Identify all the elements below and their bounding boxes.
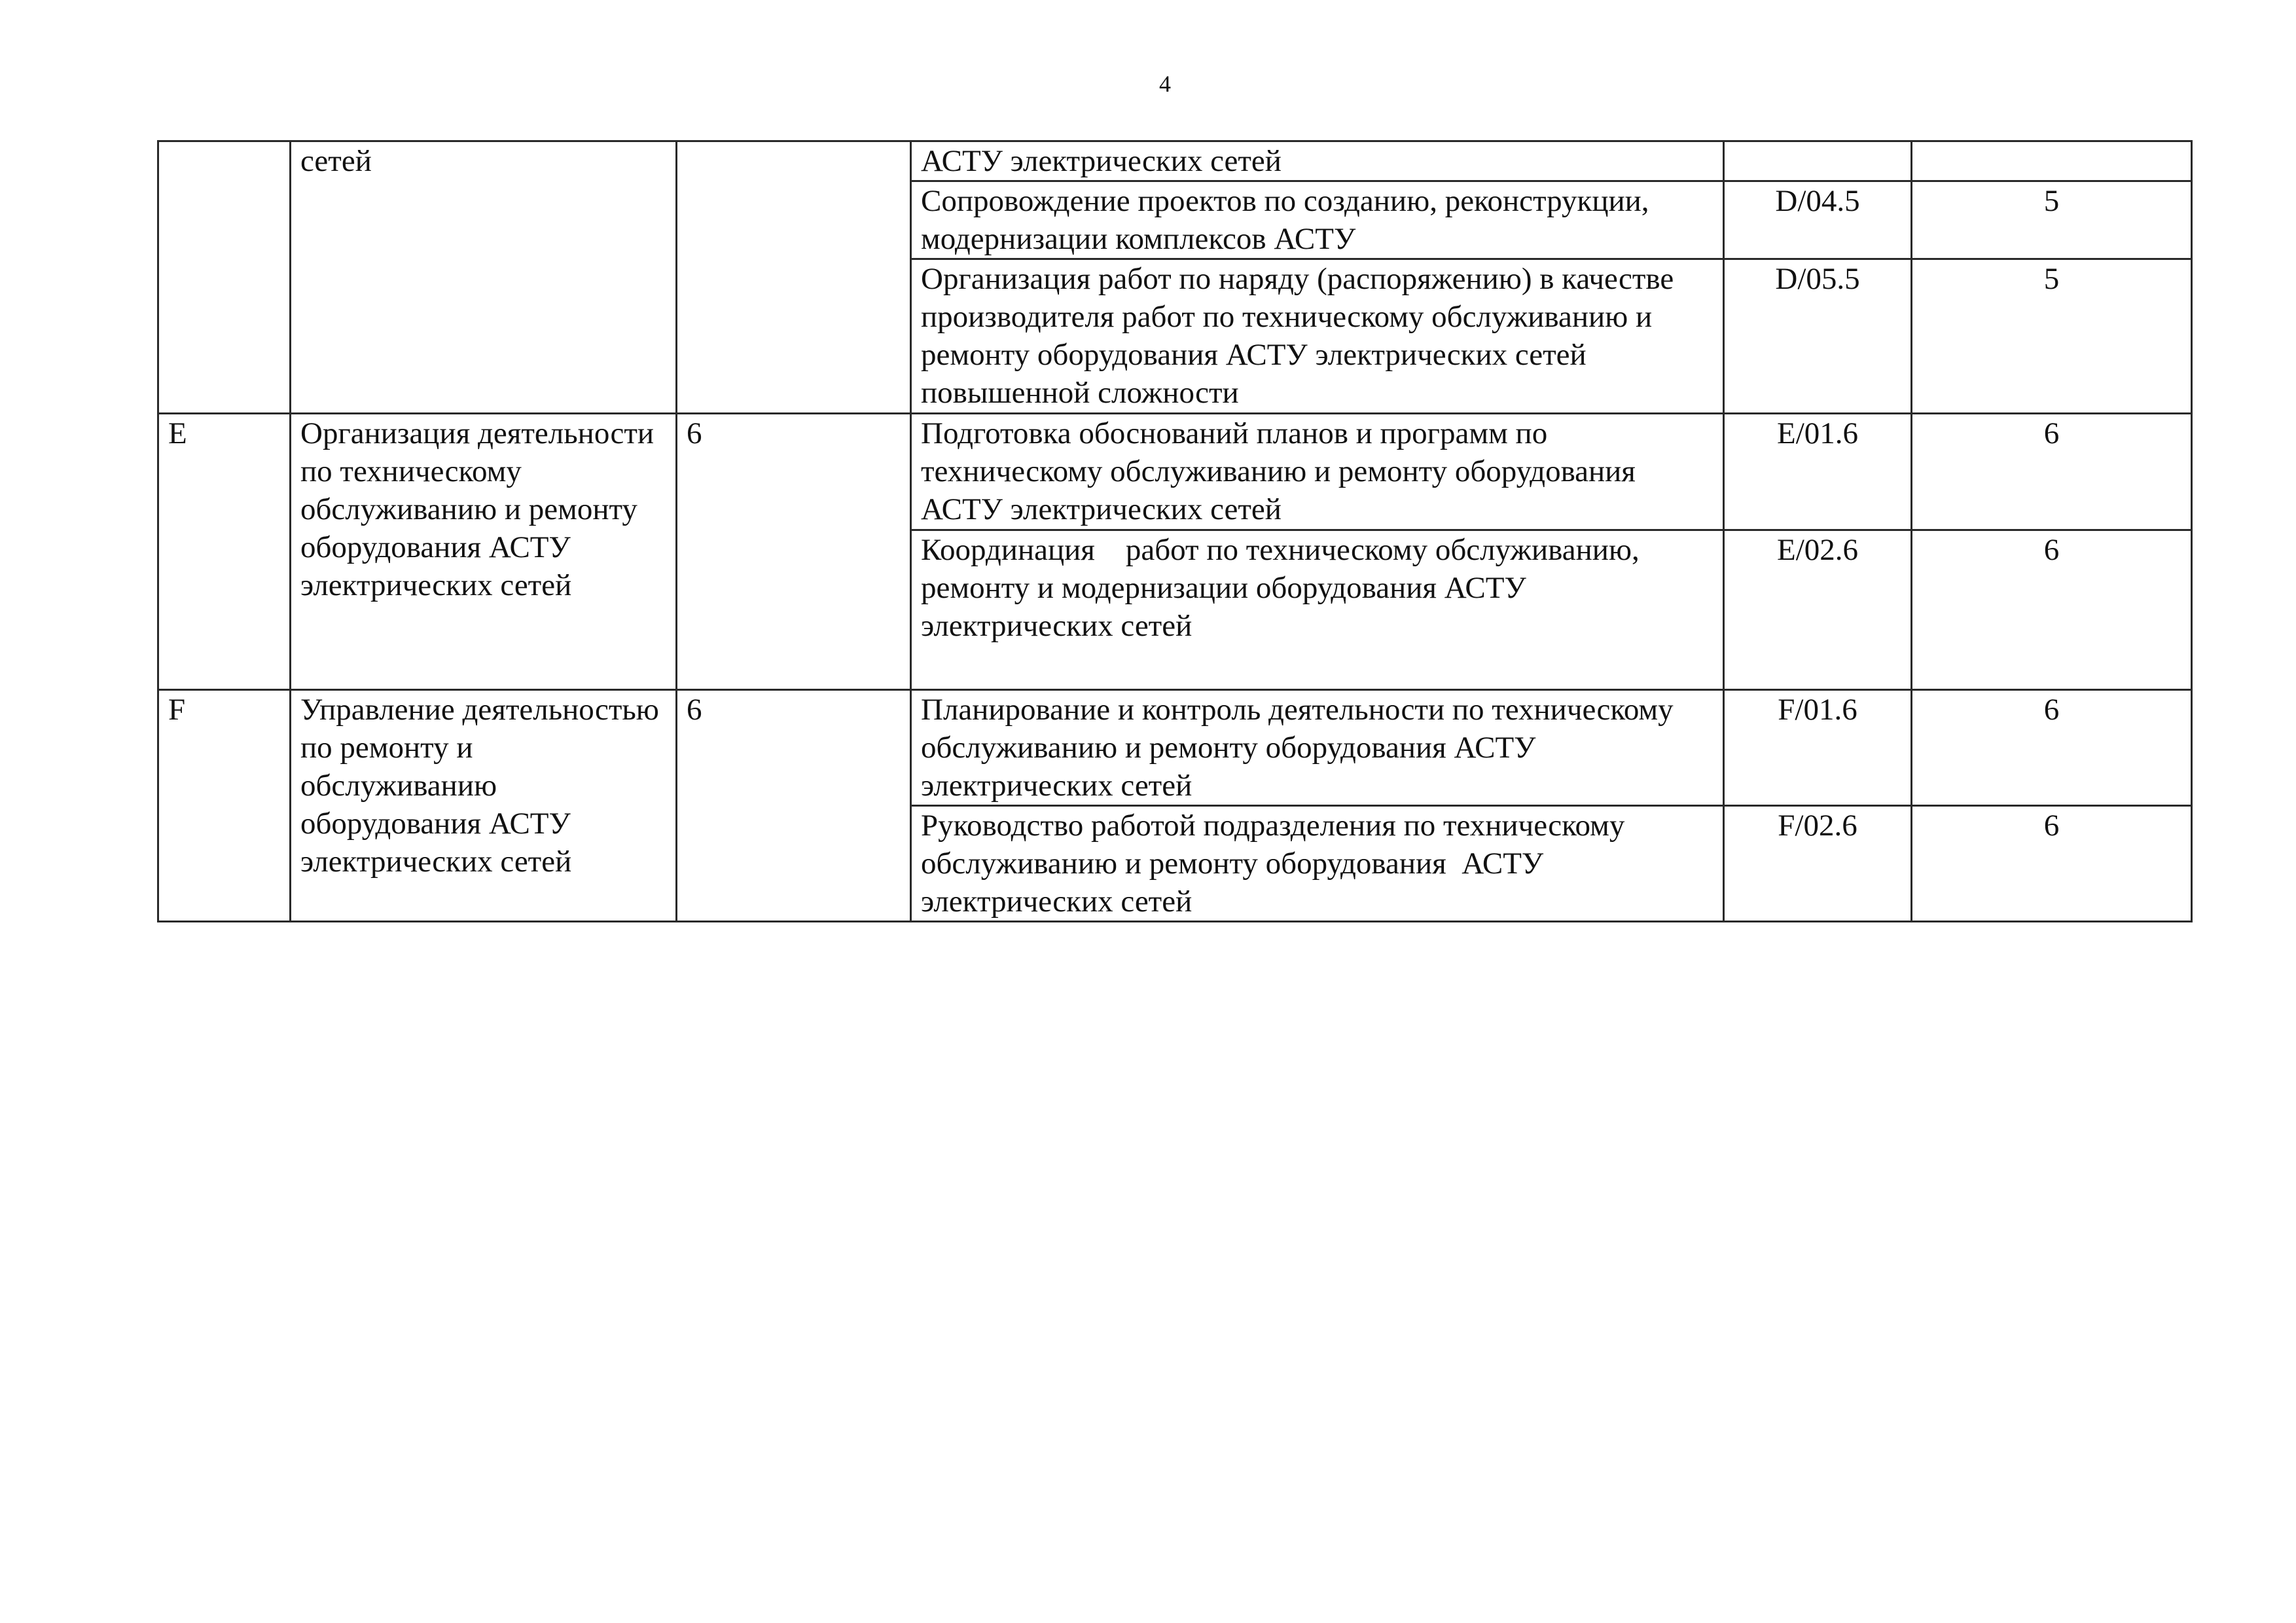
- labor-function-name: Организация работ по наряду (распоряжению) в качестве производителя работ по техническому обслуживанию и ремонту оборудования АСТУ электрических сетей повышенной сложности: [911, 259, 1724, 414]
- labor-function-level: 6: [1912, 806, 2192, 922]
- labor-function-level: 6: [1912, 690, 2192, 806]
- labor-function-level: 5: [1912, 259, 2192, 414]
- table-row: [158, 141, 2192, 181]
- labor-function-name: Руководство работой подразделения по техническому обслуживанию и ремонту оборудования АСТУ электрических сетей: [911, 806, 1724, 922]
- labor-function-name: Сопровождение проектов по созданию, реконструкции, модернизации комплексов АСТУ: [911, 181, 1724, 259]
- functions-table: [157, 140, 2193, 922]
- labor-function-name: Планирование и контроль деятельности по техническому обслуживанию и ремонту оборудования АСТУ электрических сетей: [911, 690, 1724, 806]
- generalized-function-name: Организация деятельности по техническому обслуживанию и ремонту оборудования АСТУ электрических сетей: [291, 414, 677, 690]
- labor-function-level: 6: [1912, 530, 2192, 690]
- generalized-function-code: E: [158, 414, 291, 690]
- labor-function-code: E/01.6: [1724, 414, 1912, 530]
- labor-function-code: F/02.6: [1724, 806, 1912, 922]
- page-number: 4: [1159, 71, 1171, 97]
- labor-function-code: F/01.6: [1724, 690, 1912, 806]
- labor-function-name: Подготовка обоснований планов и программ по техническому обслуживанию и ремонту оборудования АСТУ электрических сетей: [911, 414, 1724, 530]
- labor-function-code: D/04.5: [1724, 181, 1912, 259]
- labor-function-level: 5: [1912, 181, 2192, 259]
- table-row: [158, 414, 2192, 530]
- labor-function-code: D/05.5: [1724, 259, 1912, 414]
- qualification-level: 6: [677, 414, 911, 690]
- labor-function-name: Координация работ по техническому обслуживанию, ремонту и модернизации оборудования АСТУ электрических сетей: [911, 530, 1724, 690]
- qualification-level: [677, 141, 911, 414]
- labor-function-code: [1724, 141, 1912, 181]
- labor-function-level: [1912, 141, 2192, 181]
- labor-function-name: АСТУ электрических сетей: [911, 141, 1724, 181]
- generalized-function-code: [158, 141, 291, 414]
- generalized-function-code: F: [158, 690, 291, 922]
- labor-function-code: E/02.6: [1724, 530, 1912, 690]
- labor-function-level: 6: [1912, 414, 2192, 530]
- qualification-level: 6: [677, 690, 911, 922]
- table-row: [158, 690, 2192, 806]
- generalized-function-name: сетей: [291, 141, 677, 414]
- generalized-function-name: Управление деятельностью по ремонту и обслуживанию оборудования АСТУ электрических сетей: [291, 690, 677, 922]
